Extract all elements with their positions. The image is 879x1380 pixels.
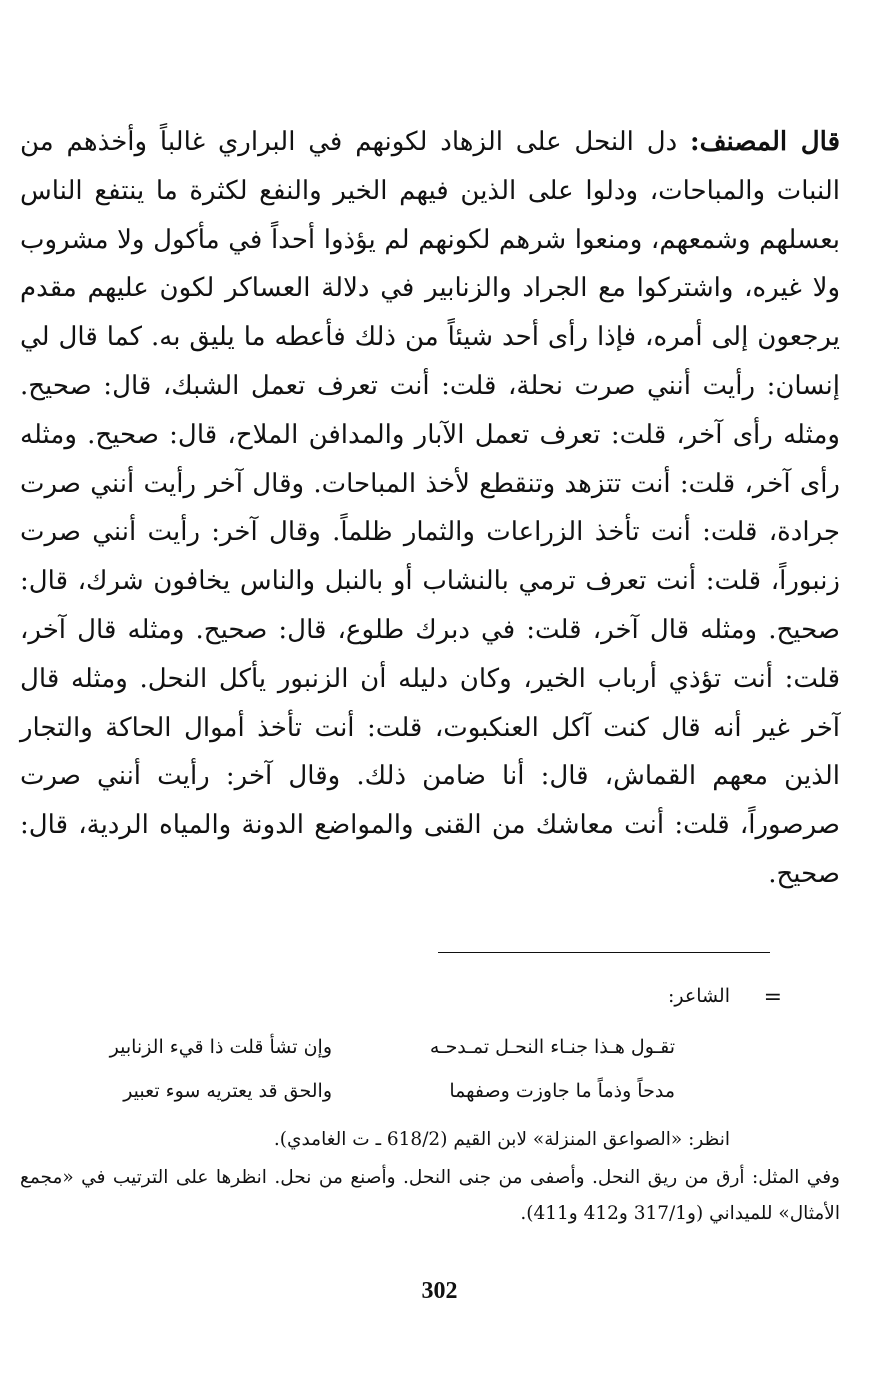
- verse-second-hemistich: والحق قد يعتريه سوء تعبير: [123, 1080, 332, 1102]
- verse-first-hemistich: تقـول هـذا جنـاء النحـل تمـدحـه: [429, 1036, 675, 1058]
- footnote-separator: [438, 952, 770, 953]
- page-number: 302: [421, 1278, 458, 1304]
- footnote-reference: انظر: «الصواعق المنزلة» لابن القيم (618/2 ـ ت الغامدي).: [273, 1129, 730, 1150]
- main-paragraph: [20, 118, 840, 899]
- verse-first-hemistich: مدحاً وذماً ما جاوزت وصفهما: [449, 1080, 675, 1102]
- paragraph-text: دل النحل على الزهاد لكونهم في البراري غالباً وأخذهم من النبات والمباحات، ودلوا على الذين فيهم الخير والنفع لكثرة ما ينتفع الناس بعسلهم وشمعهم، ومنعوا شرهم لكونهم لم يؤذوا أحداً في مأكول ولا مشروب ولا غيره، واشتركوا مع الجراد والزنابير في دلالة العساكر لكون عليهم مقدم يرجعون إلى أمره، فإذا رأى أحد شيئاً من ذلك فأعطه ما يليق به. كما قال لي إنسان: رأيت أنني صرت نحلة، قلت: أنت تعرف تعمل الشبك، قال: صحيح. ومثله رأى آخر، قلت: تعرف تعمل الآبار والمدافن الملاح، قال: صحيح. ومثله رأى آخر، قلت: أنت تتزهد وتنقطع لأخذ المباحات. وقال آخر رأيت أنني صرت جرادة، قلت: أنت تأخذ الزراعات والثمار ظلماً. وقال آخر: رأيت أنني صرت زنبوراً، قلت: أنت تعرف ترمي بالنشاب أو بالنبل والناس يخافون شرك، قال: صحيح. ومثله قال آخر، قلت: في دبرك طلوع، قال: صحيح. ومثله قال آخر، قلت: أنت تؤذي أرباب الخير، وكان دليله أن الزنبور يأكل النحل. ومثله قال آخر غير أنه قال كنت آكل العنكبوت، قلت: أنت تأخذ أموال الحاكة والتجار الذين معهم القماش، قال: أنا ضامن ذلك. وقال آخر: رأيت أنني صرت صرصوراً، قلت: أنت معاشك من القنى والمواضع الدونة والمياه الردية، قال: صحيح.: [20, 127, 841, 889]
- footnote-proverb: وفي المثل: أرق من ريق النحل. وأصفى من جنى النحل. وأصنع من نحل. انظرها على الترتيب في «مجمع الأمثال» للميداني (و317/1 و412 و411).: [20, 1167, 840, 1224]
- paragraph-lead: قال المصنف:: [690, 127, 840, 157]
- verse-line: [20, 1036, 840, 1072]
- continuation-mark: =: [763, 985, 782, 1010]
- verse-second-hemistich: وإن تشأ قلت ذا قيء الزنابير: [109, 1036, 332, 1058]
- footnote-header: [20, 985, 840, 1015]
- verse-line: [20, 1080, 840, 1116]
- poet-label: الشاعر:: [667, 985, 730, 1007]
